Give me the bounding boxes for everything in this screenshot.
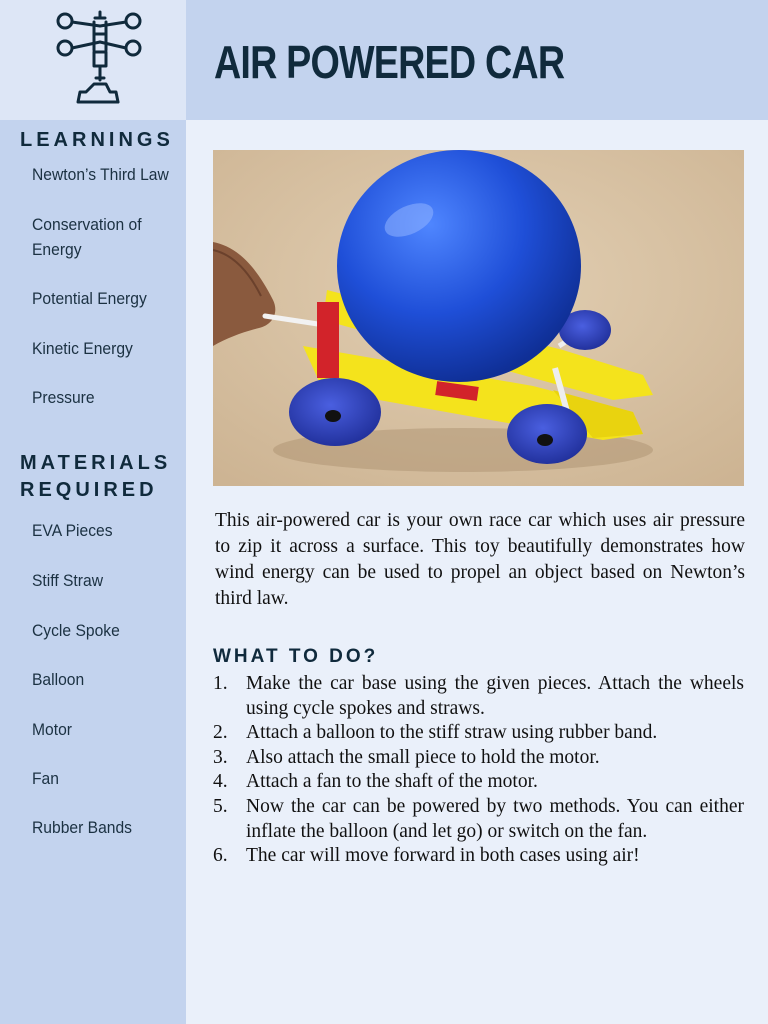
sidebar <box>0 0 186 1024</box>
material-item: Stiff Straw <box>32 571 103 590</box>
step-item <box>213 746 744 771</box>
page-title: AIR POWERED CAR <box>214 36 565 88</box>
step-text: The car will move forward in both cases using air! <box>246 845 640 867</box>
step-item <box>213 795 744 844</box>
what-to-do-heading: WHAT TO DO? <box>213 646 379 667</box>
material-item: Fan <box>32 769 59 788</box>
material-item: Cycle Spoke <box>32 621 120 640</box>
intro-paragraph: This air-powered car is your own race car which uses air pressure to zip it across a surface. This toy beautifully demonstrates how wind energy can be used to propel an object based on Newton’s third law. <box>215 510 745 609</box>
car-photo <box>213 150 744 486</box>
step-number: 3. <box>213 746 228 768</box>
materials-heading-line1: MATERIALS <box>20 452 172 474</box>
header-bar <box>186 0 768 120</box>
step-text: Now the car can be powered by two methods. You can either inflate the balloon (and let go) or switch on the fan. <box>246 795 744 842</box>
learning-item: Newton’s Third Law <box>32 165 169 184</box>
step-number: 4. <box>213 771 228 793</box>
learning-item: Conservation of Energy <box>32 215 142 259</box>
learning-item: Kinetic Energy <box>32 339 133 358</box>
step-number: 2. <box>213 722 228 744</box>
material-item: Motor <box>32 720 72 739</box>
step-text: Attach a balloon to the stiff straw using rubber band. <box>246 722 658 744</box>
logo-box <box>0 0 186 120</box>
materials-heading-line2: REQUIRED <box>20 479 158 501</box>
learning-item: Potential Energy <box>32 289 147 308</box>
step-number: 6. <box>213 845 228 867</box>
step-item <box>213 672 744 721</box>
step-number: 1. <box>213 673 228 694</box>
step-item <box>213 770 744 795</box>
step-text: Make the car base using the given pieces. Attach the wheels using cycle spokes and straws. <box>246 673 744 719</box>
step-item <box>213 844 744 869</box>
learnings-heading: LEARNINGS <box>20 129 174 151</box>
step-text: Attach a fan to the shaft of the motor. <box>246 771 538 793</box>
learning-item: Pressure <box>32 388 95 407</box>
step-item <box>213 721 744 746</box>
material-item: EVA Pieces <box>32 521 113 540</box>
material-item: Rubber Bands <box>32 818 132 837</box>
step-text: Also attach the small piece to hold the motor. <box>246 746 600 768</box>
lab-stand-icon <box>50 8 146 114</box>
step-number: 5. <box>213 795 228 817</box>
steps-list <box>213 672 744 869</box>
material-item: Balloon <box>32 670 85 689</box>
